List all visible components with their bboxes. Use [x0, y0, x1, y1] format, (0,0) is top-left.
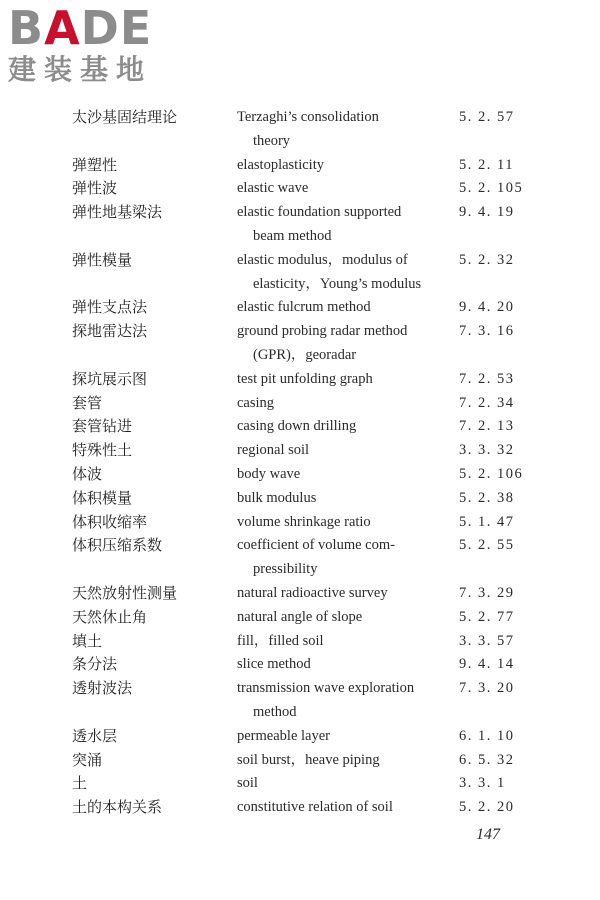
term-english-continuation: (GPR)，georadar	[253, 347, 357, 364]
term-chinese: 套管	[72, 393, 103, 412]
term-english-line: ground probing radar method	[237, 323, 408, 340]
term-english	[237, 581, 452, 605]
term-english-line: elastic fulcrum method	[237, 299, 371, 316]
term-chinese: 填土	[72, 631, 103, 650]
clause-reference: 6. 5. 32	[459, 751, 515, 768]
clause-reference: 5. 2. 105	[459, 180, 524, 197]
clause-reference: 9. 4. 14	[459, 656, 515, 673]
term-english	[237, 295, 452, 319]
term-english	[237, 795, 452, 819]
term-english-line: casing	[237, 394, 275, 411]
term-english-continuation: elasticity，Young’s modulus	[253, 275, 422, 292]
clause-reference: 5. 2. 20	[459, 799, 515, 816]
term-chinese: 体波	[72, 465, 103, 483]
term-chinese: 土	[72, 774, 88, 793]
term-chinese: 透射波法	[72, 679, 133, 698]
term-english-line: elastic foundation supported	[237, 204, 402, 221]
clause-reference: 5. 2. 32	[459, 251, 515, 268]
term-english	[237, 248, 452, 296]
term-english-line: slice method	[237, 656, 311, 673]
term-english	[237, 486, 452, 510]
clause-reference: 7. 2. 53	[459, 370, 515, 387]
term-english	[237, 153, 452, 177]
term-english	[237, 724, 452, 748]
clause-reference: 3. 3. 32	[459, 442, 515, 459]
clause-reference: 5. 2. 77	[459, 608, 515, 625]
term-english-line: bulk modulus	[237, 489, 317, 506]
term-english	[237, 629, 452, 653]
clause-reference: 3. 3. 1	[459, 775, 506, 792]
term-english-line: transmission wave exploration	[237, 680, 415, 697]
logo-subtitle: 建装基地	[8, 53, 153, 86]
term-english	[237, 605, 452, 629]
clause-reference: 7. 2. 34	[459, 394, 515, 411]
term-chinese: 弹塑性	[72, 155, 118, 174]
term-english	[237, 105, 452, 153]
term-english-continuation: pressibility	[253, 561, 318, 578]
clause-reference: 7. 3. 20	[459, 680, 515, 697]
term-english	[237, 200, 452, 248]
term-english-line: Terzaghi’s consolidation	[237, 109, 379, 125]
term-chinese: 土的本构关系	[72, 798, 163, 817]
term-chinese: 探坑展示图	[72, 369, 148, 388]
term-english-line: regional soil	[237, 442, 310, 459]
term-chinese: 天然休止角	[72, 607, 148, 626]
term-chinese: 透水层	[72, 726, 118, 745]
term-chinese: 套管钻进	[72, 417, 133, 436]
term-chinese: 条分法	[72, 655, 118, 674]
term-english	[237, 748, 452, 772]
term-english	[237, 319, 452, 367]
term-chinese: 突涌	[72, 750, 103, 769]
term-chinese: 体积模量	[72, 488, 133, 507]
term-chinese: 特殊性土	[72, 441, 133, 460]
clause-reference: 6. 1. 10	[459, 727, 515, 744]
term-chinese: 弹性波	[72, 179, 118, 198]
term-english	[237, 367, 452, 391]
term-english	[237, 533, 452, 581]
term-english-line: elastic modulus，modulus of	[237, 251, 408, 268]
term-chinese: 体积收缩率	[72, 512, 148, 531]
clause-reference: 9. 4. 19	[459, 204, 515, 221]
term-chinese: 弹性地基梁法	[72, 203, 163, 222]
clause-reference: 7. 2. 13	[459, 418, 515, 435]
clause-reference: 5. 2. 55	[459, 537, 515, 554]
term-english-line: fill，filled soil	[237, 632, 324, 649]
term-english-line: coefficient of volume com-	[237, 537, 395, 554]
term-english	[237, 510, 452, 534]
term-english	[237, 771, 452, 795]
term-chinese: 太沙基固结理论	[72, 108, 178, 126]
term-english-line: body wave	[237, 466, 301, 482]
clause-reference: 9. 4. 20	[459, 299, 515, 316]
term-english-line: soil	[237, 775, 258, 792]
term-english-line: elastoplasticity	[237, 156, 324, 173]
clause-reference: 5. 2. 57	[459, 109, 515, 125]
term-english	[237, 414, 452, 438]
clause-reference: 7. 3. 16	[459, 323, 515, 340]
term-english-continuation: method	[253, 704, 297, 721]
clause-reference: 5. 2. 38	[459, 489, 515, 506]
term-chinese: 弹性支点法	[72, 298, 148, 317]
term-english-line: soil burst，heave piping	[237, 751, 380, 768]
term-english	[237, 676, 452, 724]
term-chinese: 探地雷达法	[72, 322, 148, 341]
term-english-line: permeable layer	[237, 727, 330, 744]
logo-wordmark: BADE	[8, 1, 153, 55]
term-english	[237, 462, 452, 486]
term-english	[237, 176, 452, 200]
term-english-line: natural radioactive survey	[237, 585, 388, 601]
term-chinese: 弹性模量	[72, 250, 133, 269]
term-english	[237, 652, 452, 676]
term-english-continuation: theory	[253, 133, 291, 149]
term-english-line: natural angle of slope	[237, 608, 363, 625]
term-english-continuation: beam method	[253, 228, 332, 245]
term-chinese: 天然放射性测量	[72, 584, 178, 602]
term-english	[237, 438, 452, 462]
clause-reference: 5. 2. 11	[459, 156, 514, 173]
term-chinese: 体积压缩系数	[72, 536, 163, 555]
clause-reference: 5. 1. 47	[459, 513, 515, 530]
term-english-line: volume shrinkage ratio	[237, 513, 371, 530]
term-english-line: elastic wave	[237, 180, 309, 197]
term-english	[237, 391, 452, 415]
page-number: 147	[476, 826, 500, 843]
clause-reference: 7. 3. 29	[459, 585, 515, 601]
term-english-line: casing down drilling	[237, 418, 357, 435]
term-english-line: constitutive relation of soil	[237, 799, 393, 816]
clause-reference: 3. 3. 57	[459, 632, 515, 649]
clause-reference: 5. 2. 106	[459, 466, 524, 482]
term-english-line: test pit unfolding graph	[237, 370, 373, 387]
